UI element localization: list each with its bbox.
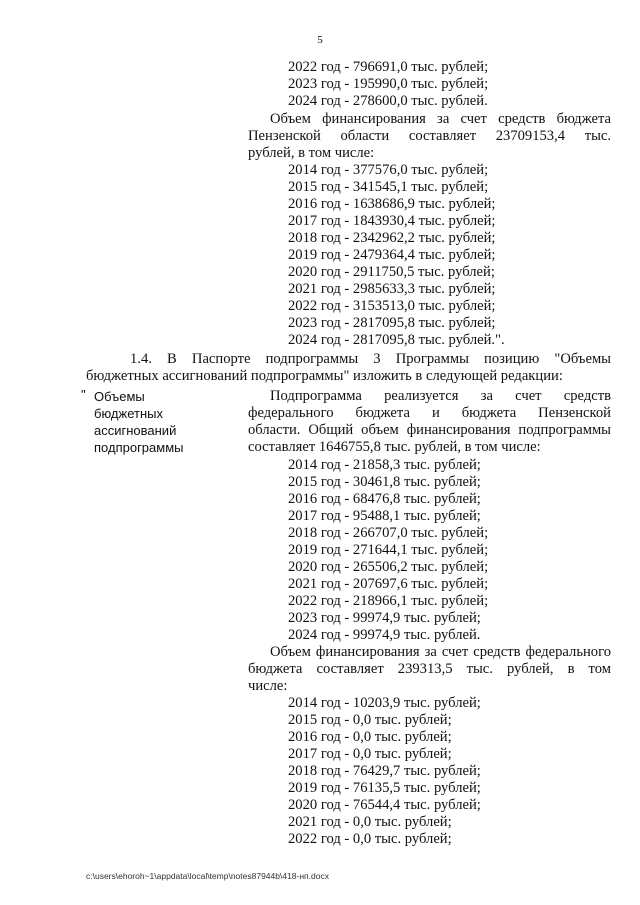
year-line: 2023 год - 2817095,8 тыс. рублей; [288, 315, 496, 331]
year-line: 2020 год - 2911750,5 тыс. рублей; [288, 264, 495, 280]
year-line: 2019 год - 76135,5 тыс. рублей; [288, 780, 481, 796]
federal-intro: числе: [248, 678, 288, 694]
year-line: 2024 год - 99974,9 тыс. рублей. [288, 627, 481, 643]
federal-intro: бюджета составляет 239313,5 тыс. рублей, в том [248, 661, 611, 677]
table-label: бюджетных [94, 406, 163, 421]
table-desc: федерального бюджета и бюджета Пензенской [248, 405, 611, 421]
year-line: 2020 год - 76544,4 тыс. рублей; [288, 797, 481, 813]
section-heading: бюджетных ассигнований подпрограммы" изложить в следующей редакции: [86, 368, 563, 384]
federal-intro: Объем финансирования за счет средств федерального [270, 644, 611, 660]
table-desc: области. Общий объем финансирования подпрограммы [248, 422, 611, 438]
year-line: 2021 год - 207697,6 тыс. рублей; [288, 576, 489, 592]
year-line: 2022 год - 3153513,0 тыс. рублей; [288, 298, 496, 314]
table-desc: составляет 1646755,8 тыс. рублей, в том числе: [248, 439, 541, 455]
year-line: 2024 год - 278600,0 тыс. рублей. [288, 93, 488, 109]
year-line: 2014 год - 10203,9 тыс. рублей; [288, 695, 481, 711]
year-line: 2022 год - 796691,0 тыс. рублей; [288, 59, 489, 75]
year-line: 2015 год - 341545,1 тыс. рублей; [288, 179, 489, 195]
year-line: 2022 год - 218966,1 тыс. рублей; [288, 593, 489, 609]
table-label: ассигнований [94, 423, 177, 438]
file-path-footer: c:\users\ehoroh~1\appdata\local\temp\notes87944b\418-нп.docx [86, 871, 329, 881]
year-line: 2021 год - 0,0 тыс. рублей; [288, 814, 452, 830]
regional-intro: рублей, в том числе: [248, 145, 375, 161]
year-line: 2016 год - 0,0 тыс. рублей; [288, 729, 452, 745]
year-line: 2023 год - 195990,0 тыс. рублей; [288, 76, 489, 92]
page-number: 5 [317, 34, 323, 46]
year-line: 2018 год - 2342962,2 тыс. рублей; [288, 230, 496, 246]
year-line: 2017 год - 95488,1 тыс. рублей; [288, 508, 481, 524]
year-line: 2014 год - 21858,3 тыс. рублей; [288, 457, 481, 473]
year-line: 2024 год - 2817095,8 тыс. рублей.". [288, 332, 505, 348]
regional-intro: Пензенской области составляет 23709153,4 тыс. [248, 128, 611, 144]
year-line: 2023 год - 99974,9 тыс. рублей; [288, 610, 481, 626]
year-line: 2016 год - 68476,8 тыс. рублей; [288, 491, 481, 507]
year-line: 2015 год - 30461,8 тыс. рублей; [288, 474, 481, 490]
year-line: 2019 год - 271644,1 тыс. рублей; [288, 542, 489, 558]
year-line: 2016 год - 1638686,9 тыс. рублей; [288, 196, 496, 212]
year-line: 2018 год - 76429,7 тыс. рублей; [288, 763, 481, 779]
year-line: 2022 год - 0,0 тыс. рублей; [288, 831, 452, 847]
section-heading: 1.4. В Паспорте подпрограммы 3 Программы позицию "Объемы [130, 351, 611, 367]
year-line: 2020 год - 265506,2 тыс. рублей; [288, 559, 489, 575]
year-line: 2017 год - 1843930,4 тыс. рублей; [288, 213, 496, 229]
quote-mark: " [81, 387, 86, 402]
table-desc: Подпрограмма реализуется за счет средств [270, 388, 611, 404]
regional-intro: Объем финансирования за счет средств бюджета [270, 111, 611, 127]
year-line: 2019 год - 2479364,4 тыс. рублей; [288, 247, 496, 263]
year-line: 2018 год - 266707,0 тыс. рублей; [288, 525, 489, 541]
year-line: 2017 год - 0,0 тыс. рублей; [288, 746, 452, 762]
table-label: Объемы [94, 389, 145, 404]
year-line: 2014 год - 377576,0 тыс. рублей; [288, 162, 489, 178]
year-line: 2021 год - 2985633,3 тыс. рублей; [288, 281, 496, 297]
table-label: подпрограммы [94, 440, 184, 455]
year-line: 2015 год - 0,0 тыс. рублей; [288, 712, 452, 728]
